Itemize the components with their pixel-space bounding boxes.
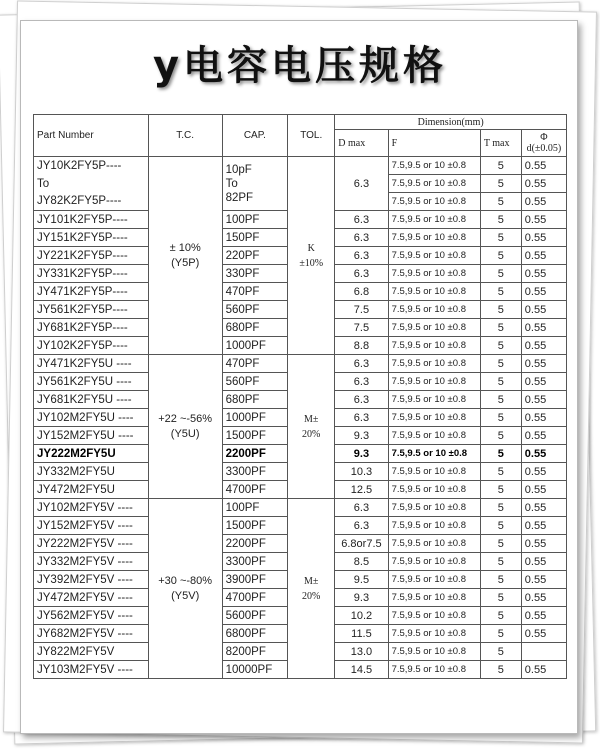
part-number-cell: JY682M2FY5V ----: [34, 625, 149, 643]
part-number-cell: JY222M2FY5V ----: [34, 535, 149, 553]
f-cell: 7.5,9.5 or 10 ±0.8: [388, 247, 480, 265]
part-number-cell: To: [34, 175, 149, 193]
header-dimension: Dimension(mm): [335, 115, 567, 130]
d-max-cell: 6.3: [335, 211, 388, 229]
cap-cell: 4700PF: [222, 589, 288, 607]
t-max-cell: 5: [480, 589, 521, 607]
cap-cell: [222, 157, 288, 211]
d-max-cell: 6.3: [335, 517, 388, 535]
phi-cell: 0.55: [521, 283, 566, 301]
cap-cell: 4700PF: [222, 481, 288, 499]
t-max-cell: 5: [480, 337, 521, 355]
f-cell: 7.5,9.5 or 10 ±0.8: [388, 535, 480, 553]
t-max-cell: 5: [480, 625, 521, 643]
cap-cell: 560PF: [222, 373, 288, 391]
phi-cell: 0.55: [521, 229, 566, 247]
phi-cell: 0.55: [521, 193, 566, 211]
part-number-cell: JY103M2FY5V ----: [34, 661, 149, 679]
d-max-cell: 9.5: [335, 571, 388, 589]
phi-cell: 0.55: [521, 391, 566, 409]
phi-cell: 0.55: [521, 661, 566, 679]
part-number-cell: JY561K2FY5P----: [34, 301, 149, 319]
f-cell: 7.5,9.5 or 10 ±0.8: [388, 283, 480, 301]
t-max-cell: 5: [480, 445, 521, 463]
tc-cell: [148, 499, 222, 679]
t-max-cell: 5: [480, 463, 521, 481]
spec-table-body: [34, 157, 567, 679]
header-t-max: T max: [480, 130, 521, 157]
phi-cell: [521, 643, 566, 661]
phi-cell: 0.55: [521, 589, 566, 607]
t-max-cell: 5: [480, 535, 521, 553]
header-f: F: [388, 130, 480, 157]
part-number-cell: JY472M2FY5V ----: [34, 589, 149, 607]
part-number-cell: JY10K2FY5P----: [34, 157, 149, 175]
tol-cell: [288, 499, 335, 679]
d-max-cell: 9.3: [335, 589, 388, 607]
f-cell: 7.5,9.5 or 10 ±0.8: [388, 211, 480, 229]
d-max-cell: 13.0: [335, 643, 388, 661]
cap-value: 10pF: [225, 163, 252, 176]
part-number-cell: JY822M2FY5V: [34, 643, 149, 661]
f-cell: 7.5,9.5 or 10 ±0.8: [388, 319, 480, 337]
phi-cell: 0.55: [521, 427, 566, 445]
phi-cell: 0.55: [521, 445, 566, 463]
t-max-cell: 5: [480, 247, 521, 265]
phi-cell: 0.55: [521, 463, 566, 481]
tol-code: K: [307, 242, 315, 254]
f-cell: 7.5,9.5 or 10 ±0.8: [388, 445, 480, 463]
f-cell: 7.5,9.5 or 10 ±0.8: [388, 571, 480, 589]
f-cell: 7.5,9.5 or 10 ±0.8: [388, 553, 480, 571]
table-row: [34, 355, 567, 373]
part-number-cell: JY82K2FY5P----: [34, 193, 149, 211]
phi-cell: 0.55: [521, 499, 566, 517]
part-number-cell: JY152M2FY5V ----: [34, 517, 149, 535]
phi-cell: 0.55: [521, 211, 566, 229]
phi-cell: 0.55: [521, 607, 566, 625]
cap-cell: 220PF: [222, 247, 288, 265]
phi-cell: 0.55: [521, 517, 566, 535]
d-max-cell: 10.3: [335, 463, 388, 481]
t-max-cell: 5: [480, 211, 521, 229]
phi-cell: 0.55: [521, 337, 566, 355]
header-cap: CAP.: [222, 115, 288, 157]
t-max-cell: 5: [480, 571, 521, 589]
phi-cell: 0.55: [521, 481, 566, 499]
tc-value: +22 ~-56%: [158, 412, 213, 425]
f-cell: 7.5,9.5 or 10 ±0.8: [388, 427, 480, 445]
cap-cell: 330PF: [222, 265, 288, 283]
f-cell: 7.5,9.5 or 10 ±0.8: [388, 373, 480, 391]
tc-value: ± 10%: [169, 241, 201, 254]
phi-cell: 0.55: [521, 409, 566, 427]
f-cell: 7.5,9.5 or 10 ±0.8: [388, 265, 480, 283]
d-max-cell: 6.3: [335, 409, 388, 427]
d-max-cell: 11.5: [335, 625, 388, 643]
part-number-cell: JY102M2FY5U ----: [34, 409, 149, 427]
cap-cell: 560PF: [222, 301, 288, 319]
t-max-cell: 5: [480, 499, 521, 517]
cap-cell: 1500PF: [222, 427, 288, 445]
phi-cell: 0.55: [521, 535, 566, 553]
d-max-cell: 7.5: [335, 319, 388, 337]
header-part-number: Part Number: [34, 115, 149, 157]
t-max-cell: 5: [480, 301, 521, 319]
f-cell: 7.5,9.5 or 10 ±0.8: [388, 409, 480, 427]
phi-cell: 0.55: [521, 319, 566, 337]
header-phi-symbol: Φ: [540, 132, 548, 143]
f-cell: 7.5,9.5 or 10 ±0.8: [388, 157, 480, 175]
f-cell: 7.5,9.5 or 10 ±0.8: [388, 301, 480, 319]
tc-value: +30 ~-80%: [158, 574, 213, 587]
cap-cell: 470PF: [222, 283, 288, 301]
part-number-cell: JY222M2FY5U: [34, 445, 149, 463]
d-max-cell: 10.2: [335, 607, 388, 625]
cap-cell: 10000PF: [222, 661, 288, 679]
tol-range: ±10%: [299, 257, 324, 269]
header-phi: [521, 130, 566, 157]
f-cell: 7.5,9.5 or 10 ±0.8: [388, 391, 480, 409]
part-number-cell: JY472M2FY5U: [34, 481, 149, 499]
part-number-cell: JY471K2FY5U ----: [34, 355, 149, 373]
cap-cell: 150PF: [222, 229, 288, 247]
t-max-cell: 5: [480, 607, 521, 625]
cap-cell: 680PF: [222, 391, 288, 409]
part-number-cell: JY102M2FY5V ----: [34, 499, 149, 517]
cap-cell: 5600PF: [222, 607, 288, 625]
d-max-cell: 6.8or7.5: [335, 535, 388, 553]
t-max-cell: 5: [480, 517, 521, 535]
phi-cell: 0.55: [521, 265, 566, 283]
d-max-cell: 8.5: [335, 553, 388, 571]
f-cell: 7.5,9.5 or 10 ±0.8: [388, 193, 480, 211]
t-max-cell: 5: [480, 373, 521, 391]
d-max-cell: 6.3: [335, 247, 388, 265]
phi-cell: 0.55: [521, 373, 566, 391]
f-cell: 7.5,9.5 or 10 ±0.8: [388, 481, 480, 499]
t-max-cell: 5: [480, 391, 521, 409]
t-max-cell: 5: [480, 265, 521, 283]
f-cell: 7.5,9.5 or 10 ±0.8: [388, 463, 480, 481]
cap-cell: 3900PF: [222, 571, 288, 589]
t-max-cell: 5: [480, 481, 521, 499]
phi-cell: 0.55: [521, 355, 566, 373]
cap-cell: 1000PF: [222, 337, 288, 355]
d-max-cell: 9.3: [335, 445, 388, 463]
header-tc: T.C.: [148, 115, 222, 157]
cap-cell: 8200PF: [222, 643, 288, 661]
f-cell: 7.5,9.5 or 10 ±0.8: [388, 337, 480, 355]
table-row: [34, 499, 567, 517]
d-max-cell: 7.5: [335, 301, 388, 319]
d-max-cell: 6.3: [335, 157, 388, 211]
cap-cell: 2200PF: [222, 535, 288, 553]
d-max-cell: 14.5: [335, 661, 388, 679]
cap-cell: 680PF: [222, 319, 288, 337]
part-number-cell: JY221K2FY5P----: [34, 247, 149, 265]
cap-cell: 2200PF: [222, 445, 288, 463]
spec-table: [33, 114, 567, 679]
part-number-cell: JY331K2FY5P----: [34, 265, 149, 283]
phi-cell: 0.55: [521, 571, 566, 589]
phi-cell: 0.55: [521, 553, 566, 571]
cap-cell: 1000PF: [222, 409, 288, 427]
f-cell: 7.5,9.5 or 10 ±0.8: [388, 607, 480, 625]
d-max-cell: 6.3: [335, 391, 388, 409]
tol-range: 20%: [302, 428, 321, 440]
tc-cell: [148, 355, 222, 499]
part-number-cell: JY101K2FY5P----: [34, 211, 149, 229]
d-max-cell: 6.3: [335, 355, 388, 373]
f-cell: 7.5,9.5 or 10 ±0.8: [388, 625, 480, 643]
f-cell: 7.5,9.5 or 10 ±0.8: [388, 589, 480, 607]
part-number-cell: JY681K2FY5P----: [34, 319, 149, 337]
t-max-cell: 5: [480, 157, 521, 175]
header-phi-tolerance: d(±0.05): [526, 143, 562, 154]
cap-cell: 3300PF: [222, 463, 288, 481]
cap-cell: 1500PF: [222, 517, 288, 535]
cap-cell: 6800PF: [222, 625, 288, 643]
t-max-cell: 5: [480, 175, 521, 193]
f-cell: 7.5,9.5 or 10 ±0.8: [388, 175, 480, 193]
cap-cell: 3300PF: [222, 553, 288, 571]
tc-class: (Y5P): [171, 256, 200, 269]
phi-cell: 0.55: [521, 625, 566, 643]
cap-value: 82PF: [225, 191, 254, 204]
cap-cell: 100PF: [222, 211, 288, 229]
cap-cell: 470PF: [222, 355, 288, 373]
tol-code: M±: [304, 575, 319, 587]
cap-cell: 100PF: [222, 499, 288, 517]
part-number-cell: JY332M2FY5U: [34, 463, 149, 481]
page-title: y电容电压规格: [152, 43, 448, 89]
header-d-max: D max: [335, 130, 388, 157]
part-number-cell: JY151K2FY5P----: [34, 229, 149, 247]
tol-code: M±: [304, 413, 319, 425]
d-max-cell: 6.3: [335, 265, 388, 283]
d-max-cell: 12.5: [335, 481, 388, 499]
f-cell: 7.5,9.5 or 10 ±0.8: [388, 355, 480, 373]
d-max-cell: 6.8: [335, 283, 388, 301]
tol-cell: [288, 157, 335, 355]
phi-cell: 0.55: [521, 175, 566, 193]
f-cell: 7.5,9.5 or 10 ±0.8: [388, 499, 480, 517]
t-max-cell: 5: [480, 643, 521, 661]
phi-cell: 0.55: [521, 247, 566, 265]
t-max-cell: 5: [480, 427, 521, 445]
t-max-cell: 5: [480, 355, 521, 373]
t-max-cell: 5: [480, 553, 521, 571]
part-number-cell: JY152M2FY5U ----: [34, 427, 149, 445]
part-number-cell: JY332M2FY5V ----: [34, 553, 149, 571]
part-number-cell: JY471K2FY5P----: [34, 283, 149, 301]
f-cell: 7.5,9.5 or 10 ±0.8: [388, 661, 480, 679]
t-max-cell: 5: [480, 283, 521, 301]
phi-cell: 0.55: [521, 157, 566, 175]
d-max-cell: 6.3: [335, 373, 388, 391]
part-number-cell: JY561K2FY5U ----: [34, 373, 149, 391]
f-cell: 7.5,9.5 or 10 ±0.8: [388, 229, 480, 247]
f-cell: 7.5,9.5 or 10 ±0.8: [388, 517, 480, 535]
tc-class: (Y5U): [170, 427, 200, 440]
part-number-cell: JY562M2FY5V ----: [34, 607, 149, 625]
t-max-cell: 5: [480, 409, 521, 427]
t-max-cell: 5: [480, 319, 521, 337]
header-tol: TOL.: [288, 115, 335, 157]
part-number-cell: JY681K2FY5U ----: [34, 391, 149, 409]
tol-range: 20%: [302, 590, 321, 602]
tc-cell: [148, 157, 222, 355]
tol-cell: [288, 355, 335, 499]
f-cell: 7.5,9.5 or 10 ±0.8: [388, 643, 480, 661]
d-max-cell: 6.3: [335, 229, 388, 247]
t-max-cell: 5: [480, 661, 521, 679]
t-max-cell: 5: [480, 229, 521, 247]
t-max-cell: 5: [480, 193, 521, 211]
table-row: [34, 157, 567, 175]
d-max-cell: 8.8: [335, 337, 388, 355]
part-number-cell: JY392M2FY5V ----: [34, 571, 149, 589]
cap-value: To: [225, 177, 238, 190]
d-max-cell: 9.3: [335, 427, 388, 445]
tc-class: (Y5V): [171, 589, 200, 602]
d-max-cell: 6.3: [335, 499, 388, 517]
part-number-cell: JY102K2FY5P----: [34, 337, 149, 355]
phi-cell: 0.55: [521, 301, 566, 319]
